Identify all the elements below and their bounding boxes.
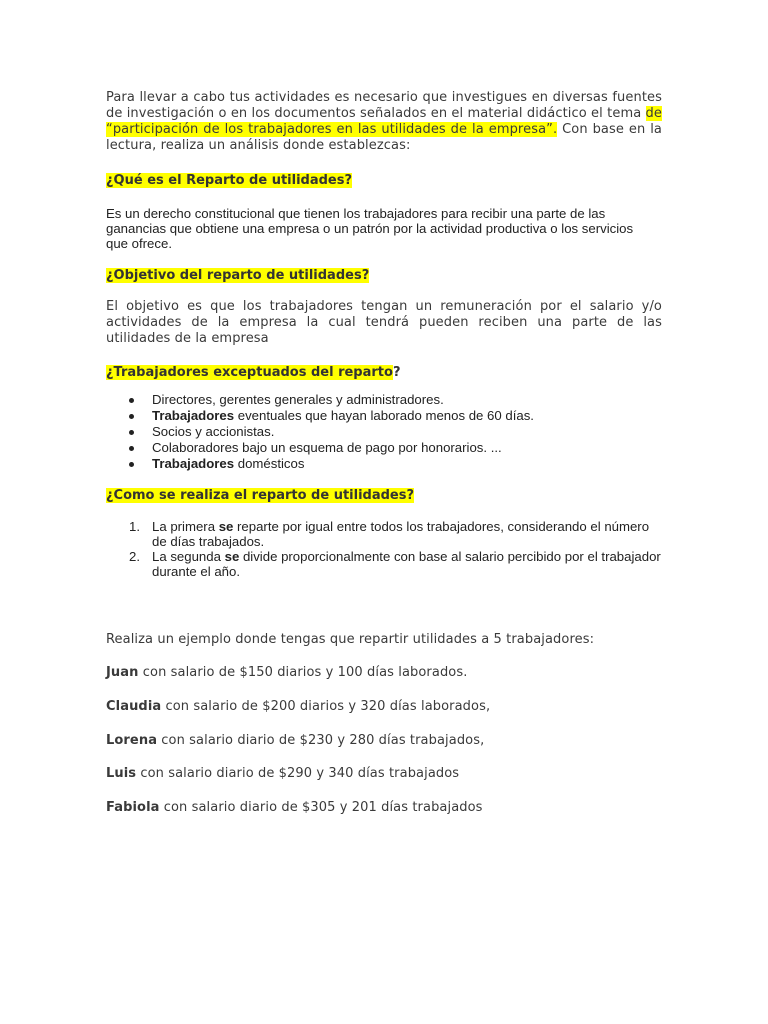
worker-name: Lorena [106, 733, 158, 748]
item-text: eventuales que hayan laborado menos de 60 días. [234, 408, 534, 423]
heading-text: ¿Qué es el Reparto de utilidades? [106, 173, 353, 188]
worker-text: con salario de $200 diarios y 320 días laborados, [161, 699, 491, 714]
item-text: Colaboradores bajo un esquema de pago por honorarios. ... [152, 440, 502, 455]
list-item [106, 408, 662, 424]
list-item [106, 519, 662, 549]
item-number: 2. [129, 549, 140, 564]
list-item [106, 456, 662, 472]
worker-line [106, 733, 662, 749]
worker-text: con salario diario de $230 y 280 días trabajados, [157, 733, 485, 748]
item-text: divide proporcionalmente con base al salario percibido por el trabajador durante el año. [152, 549, 661, 579]
item-text: Socios y accionistas. [152, 424, 275, 439]
bullet-icon [129, 446, 134, 451]
section-heading-que-es [106, 172, 662, 189]
intro-paragraph [106, 90, 662, 154]
worker-text: con salario diario de $305 y 201 días trabajados [159, 800, 483, 815]
worker-text: con salario diario de $290 y 340 días trabajados [136, 766, 460, 781]
exceptuados-list [106, 392, 662, 472]
worker-name: Claudia [106, 699, 162, 714]
worker-name: Juan [106, 665, 139, 680]
item-text: reparte por igual entre todos los trabajadores, considerando el número de días trabajados. [152, 519, 650, 549]
worker-line [106, 766, 662, 782]
section-heading-objetivo [106, 267, 662, 284]
example-prompt: Realiza un ejemplo donde tengas que repartir utilidades a 5 trabajadores: [106, 632, 595, 647]
heading-text: ¿Objetivo del reparto de utilidades? [106, 268, 370, 283]
worker-name: Luis [106, 766, 137, 781]
list-item [106, 424, 662, 440]
worker-line [106, 800, 662, 816]
como-list [106, 519, 662, 579]
intro-highlight: de “participación de los trabajadores en las utilidades de la empresa”. [106, 106, 662, 137]
section-heading-como [106, 487, 662, 504]
worker-name: Fabiola [106, 800, 160, 815]
worker-line [106, 699, 662, 715]
item-bold: se [224, 549, 240, 564]
item-text: domésticos [234, 456, 305, 471]
heading-text: ¿Trabajadores exceptuados del reparto [106, 365, 393, 380]
item-number: 1. [129, 519, 140, 534]
item-bold: Trabajadores [152, 408, 235, 423]
list-item [106, 549, 662, 579]
item-text: Directores, gerentes generales y administradores. [152, 392, 444, 407]
bullet-icon [129, 430, 134, 435]
bullet-icon [129, 398, 134, 403]
worker-line [106, 665, 662, 681]
intro-text-2: Con base en la lectura, realiza un análisis donde establezcas: [106, 122, 662, 153]
heading-suffix: ? [392, 365, 401, 380]
item-text: La segunda [152, 549, 225, 564]
worker-text: con salario de $150 diarios y 100 días laborados. [138, 665, 468, 680]
bullet-icon [129, 462, 134, 467]
item-text: La primera [152, 519, 219, 534]
item-bold: Trabajadores [152, 456, 235, 471]
heading-text: ¿Como se realiza el reparto de utilidades? [106, 488, 415, 503]
list-item [106, 392, 662, 408]
list-item [106, 440, 662, 456]
document-page [106, 90, 662, 816]
section-body-objetivo: El objetivo es que los trabajadores tengan un remuneración por el salario y/o actividades de la empresa la cual tendrá pueden reciben una parte de las utilidades de la empresa [106, 299, 662, 346]
section-heading-exceptuados [106, 364, 662, 381]
section-body-que-es: Es un derecho constitucional que tienen los trabajadores para recibir una parte de las ganancias que obtiene una empresa o un patrón por la actividad productiva o los servicios que ofrece. [106, 206, 634, 251]
bullet-icon [129, 414, 134, 419]
item-bold: se [218, 519, 234, 534]
intro-text-1: Para llevar a cabo tus actividades es necesario que investigues en diversas fuentes de investigación o en los documentos señalados en el material didáctico el tema [106, 90, 662, 121]
